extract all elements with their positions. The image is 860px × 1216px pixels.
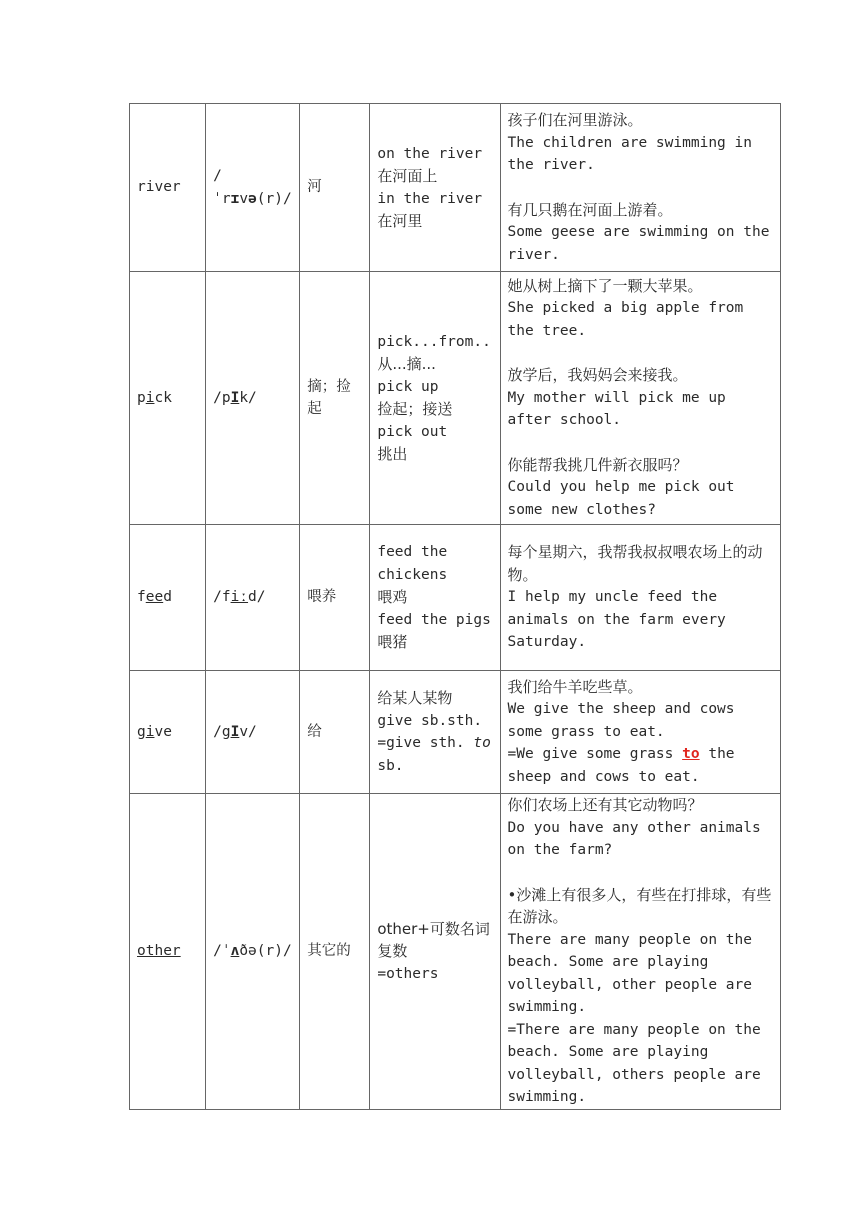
meaning-cell: 摘；捡起	[300, 272, 370, 525]
meaning-cell: 河	[300, 104, 370, 272]
phrase-cell: pick...from.. 从...摘... pick up 捡起；接送 pick out 挑出	[370, 272, 500, 525]
word-cell: river	[130, 104, 206, 272]
phonetic-cell: /gIv/	[206, 671, 300, 794]
word-cell: give	[130, 671, 206, 794]
meaning-cell: 其它的	[300, 794, 370, 1110]
phonetic-cell: /ˈrɪvə(r)/	[206, 104, 300, 272]
example-cell: 你们农场上还有其它动物吗？ Do you have any other animals on the farm? •沙滩上有很多人，有些在打排球，有些在游泳。 There are many people on the beach. Some are playing volleyball, other people are swimming. =There are many people on the beach. Some are playing volleyball, others people are swimming.	[500, 794, 780, 1110]
vocabulary-table	[129, 103, 781, 1110]
table-row	[130, 104, 781, 272]
phrase-cell: on the river 在河面上 in the river 在河里	[370, 104, 500, 272]
example-cell: 我们给牛羊吃些草。 We give the sheep and cows some grass to eat. =We give some grass to the sheep and cows to eat.	[500, 671, 780, 794]
phonetic-cell: /ˈʌðə(r)/	[206, 794, 300, 1110]
example-cell: 她从树上摘下了一颗大苹果。 She picked a big apple from the tree. 放学后，我妈妈会来接我。 My mother will pick me up after school. 你能帮我挑几件新衣服吗？ Could you help me pick out some new clothes?	[500, 272, 780, 525]
word-cell: feed	[130, 525, 206, 671]
example-cell: 每个星期六，我帮我叔叔喂农场上的动物。 I help my uncle feed the animals on the farm every Saturday.	[500, 525, 780, 671]
table-row	[130, 671, 781, 794]
word-cell: other	[130, 794, 206, 1110]
table-row	[130, 525, 781, 671]
example-cell: 孩子们在河里游泳。 The children are swimming in the river. 有几只鹅在河面上游着。 Some geese are swimming on the river.	[500, 104, 780, 272]
table-row	[130, 272, 781, 525]
table-row	[130, 794, 781, 1110]
phonetic-cell: /fiːd/	[206, 525, 300, 671]
meaning-cell: 喂养	[300, 525, 370, 671]
phonetic-cell: /pIk/	[206, 272, 300, 525]
highlighted-word: to	[682, 746, 700, 763]
phrase-cell: feed the chickens 喂鸡 feed the pigs 喂猪	[370, 525, 500, 671]
word-cell: pick	[130, 272, 206, 525]
phrase-cell: 给某人某物 give sb.sth. =give sth. to sb.	[370, 671, 500, 794]
meaning-cell: 给	[300, 671, 370, 794]
phrase-cell: other+可数名词复数 =others	[370, 794, 500, 1110]
